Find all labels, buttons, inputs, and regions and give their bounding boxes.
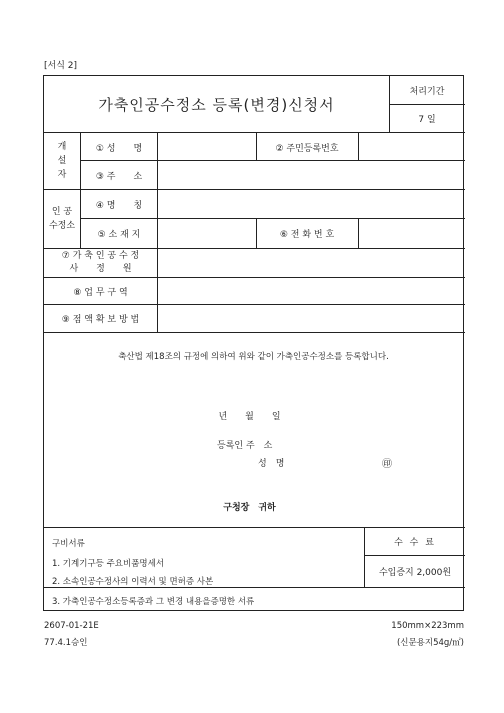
phone-label: ⑥ 전 화 번 호 bbox=[279, 230, 335, 240]
form-number: [서식 2] bbox=[44, 61, 77, 71]
processing-period-label: 처리기간 bbox=[409, 86, 445, 97]
fee-value: 수입증지 2,000원 bbox=[378, 568, 452, 578]
inseminator-label: ⑦ 가 축 인 공 수 정 사 정 원 bbox=[61, 251, 140, 274]
applicant-group-label: 개 설 자 bbox=[57, 142, 67, 180]
recipient: 구청장 귀하 bbox=[223, 503, 276, 513]
service-area-label: ⑧ 업 무 구 역 bbox=[73, 287, 128, 298]
divider bbox=[358, 218, 359, 248]
processing-period-value: 7 일 bbox=[418, 115, 436, 125]
approval-date: 77.4.1승인 bbox=[44, 638, 88, 648]
center-location-label: ⑤ 소 재 지 bbox=[97, 230, 141, 240]
form-title: 가축인공수정소 등록(변경)신청서 bbox=[98, 96, 335, 114]
divider bbox=[44, 332, 465, 333]
document-item: 2. 소속인공수정사의 이력서 및 면허증 사본 bbox=[52, 577, 214, 587]
center-name-label: ④ 명 칭 bbox=[95, 200, 143, 211]
divider bbox=[358, 132, 359, 160]
divider bbox=[44, 587, 465, 588]
semen-supply-method-label: ⑨ 점 액 확 보 방 법 bbox=[61, 315, 140, 325]
paper-size: 150mm×223mm bbox=[391, 621, 464, 631]
seal-mark: ㊞ bbox=[382, 459, 392, 470]
center-group-label: 인 공 수정소 bbox=[48, 207, 76, 231]
documents-title: 구비서류 bbox=[52, 539, 85, 549]
statement: 축산법 제18조의 규정에 의하여 위와 같이 가축인공수정소를 등록합니다. bbox=[118, 352, 389, 362]
application-form bbox=[43, 75, 464, 611]
divider bbox=[157, 132, 158, 332]
document-item: 3. 가축인공수정소등록증과 그 변경 내용을증명한 서류 bbox=[52, 597, 255, 607]
form-code: 2607-01-21E bbox=[44, 621, 99, 631]
fee-label: 수 수 료 bbox=[394, 538, 436, 548]
date-line: 년 월 일 bbox=[218, 412, 281, 422]
applicant-name-line: 성 명 bbox=[258, 459, 285, 469]
document-item: 1. 기계기구등 주요비품명세서 bbox=[52, 559, 165, 569]
resident-id-label: ② 주민등록번호 bbox=[275, 143, 339, 154]
applicant-name-label: ① 성 명 bbox=[95, 143, 143, 154]
paper-type: (신문용지54g/㎡) bbox=[396, 638, 464, 648]
applicant-address-label: ③ 주 소 bbox=[95, 171, 143, 182]
applicant-address-line: 등록인 주 소 bbox=[217, 441, 273, 451]
